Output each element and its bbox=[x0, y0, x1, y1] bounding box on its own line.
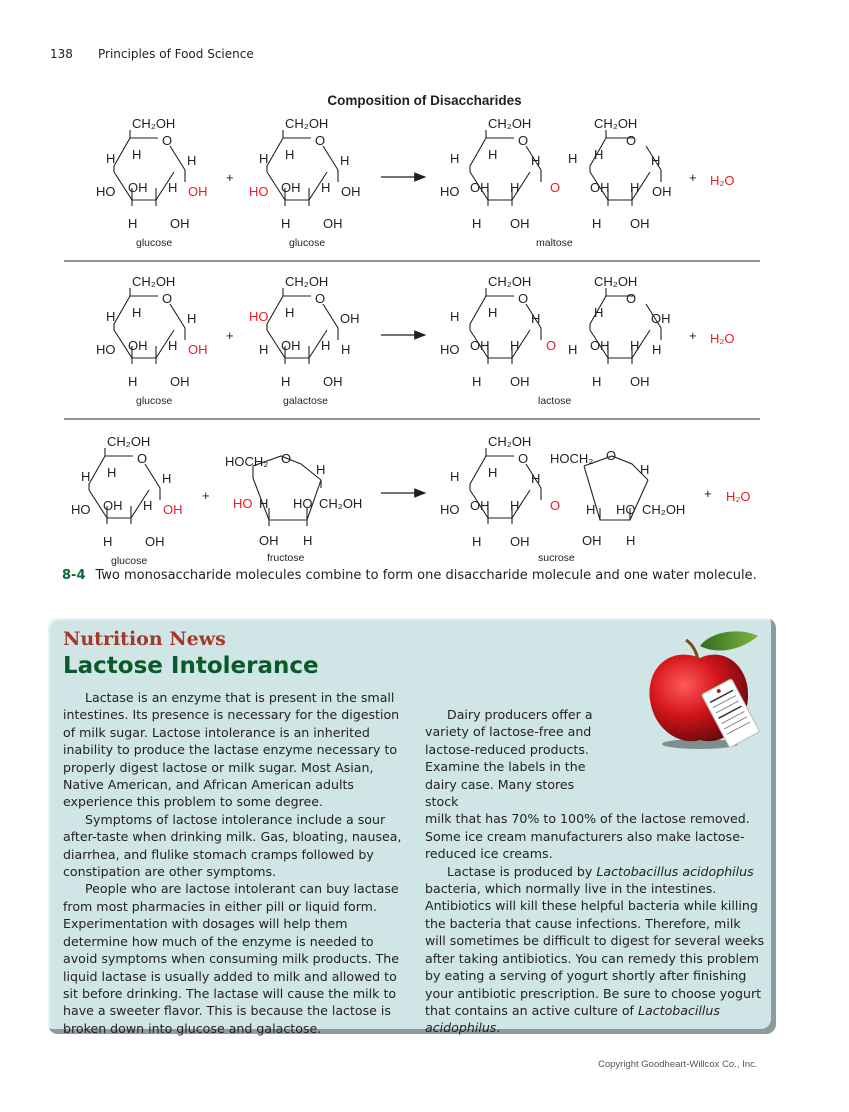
svg-text:O: O bbox=[315, 133, 326, 148]
svg-text:CH₂OH: CH₂OH bbox=[107, 434, 151, 449]
svg-text:H: H bbox=[132, 305, 142, 320]
svg-text:H: H bbox=[285, 305, 295, 320]
svg-text:O: O bbox=[518, 291, 529, 306]
svg-text:H: H bbox=[568, 151, 578, 166]
svg-text:H: H bbox=[187, 311, 197, 326]
svg-text:OH: OH bbox=[323, 374, 343, 389]
svg-text:+: + bbox=[689, 170, 697, 185]
svg-text:O: O bbox=[281, 451, 292, 466]
svg-text:HOCH₂: HOCH₂ bbox=[550, 451, 594, 466]
sidebar-column-1 bbox=[63, 689, 408, 1037]
caption-number: 8-4 bbox=[62, 568, 86, 583]
svg-text:glucose: glucose bbox=[136, 237, 173, 249]
svg-text:OH: OH bbox=[340, 311, 360, 326]
svg-text:O: O bbox=[162, 133, 173, 148]
svg-text:H: H bbox=[594, 305, 604, 320]
svg-text:HO: HO bbox=[249, 184, 269, 199]
svg-text:O: O bbox=[626, 133, 637, 148]
svg-text:CH₂OH: CH₂OH bbox=[132, 116, 176, 131]
svg-text:OH: OH bbox=[259, 533, 279, 548]
svg-text:OH: OH bbox=[170, 216, 190, 231]
svg-text:+: + bbox=[226, 328, 234, 343]
apple-with-tag-image bbox=[640, 628, 770, 753]
svg-text:HO: HO bbox=[233, 496, 253, 511]
svg-text:H: H bbox=[259, 342, 269, 357]
svg-text:H: H bbox=[106, 151, 116, 166]
svg-text:OH: OH bbox=[510, 374, 530, 389]
glucose-row2 bbox=[96, 274, 208, 407]
sucrose bbox=[440, 434, 685, 564]
copyright-footer: Copyright Goodheart-Willcox Co., Inc. bbox=[598, 1059, 758, 1070]
svg-text:H: H bbox=[143, 498, 153, 513]
svg-text:CH₂OH: CH₂OH bbox=[488, 434, 532, 449]
svg-text:O: O bbox=[518, 451, 529, 466]
svg-text:CH₂OH: CH₂OH bbox=[132, 274, 176, 289]
svg-text:H: H bbox=[132, 147, 142, 162]
svg-text:OH: OH bbox=[323, 216, 343, 231]
svg-text:H: H bbox=[472, 374, 482, 389]
page-number: 138 bbox=[50, 47, 73, 61]
svg-text:OH: OH bbox=[128, 338, 148, 353]
svg-text:H: H bbox=[531, 471, 541, 486]
svg-text:H: H bbox=[285, 147, 295, 162]
svg-text:H: H bbox=[488, 465, 498, 480]
caption-text: Two monosaccharide molecules combine to form one disaccharide molecule and one water molecule. bbox=[95, 568, 757, 583]
svg-text:H: H bbox=[128, 216, 138, 231]
svg-text:OH: OH bbox=[652, 184, 672, 199]
svg-text:CH₂OH: CH₂OH bbox=[285, 274, 329, 289]
svg-text:HO: HO bbox=[71, 502, 91, 517]
svg-text:H: H bbox=[592, 216, 602, 231]
svg-text:H: H bbox=[510, 338, 520, 353]
svg-text:+: + bbox=[704, 486, 712, 501]
svg-text:+: + bbox=[226, 170, 234, 185]
svg-text:+: + bbox=[689, 328, 697, 343]
svg-text:H: H bbox=[472, 534, 482, 549]
svg-text:H₂O: H₂O bbox=[710, 173, 735, 188]
paragraph: People who are lactose intolerant can buy lactase from most pharmacies in either pill or liquid form. Experimentation with dosages will help them determine how much of the enzyme is needed to avoid symptoms when consuming milk products. The liquid lactase is usually added to milk and allowed to sit before drinking. The lactase will cause the milk to have a sweeter flavor. This is because the lactose is broken down into glucose and galactose. bbox=[63, 881, 400, 1036]
svg-text:OH: OH bbox=[170, 374, 190, 389]
svg-text:OH: OH bbox=[128, 180, 148, 195]
svg-text:H: H bbox=[568, 342, 578, 357]
svg-text:H: H bbox=[488, 147, 498, 162]
svg-text:O: O bbox=[626, 291, 637, 306]
svg-text:H: H bbox=[316, 462, 326, 477]
paragraph: Lactase is produced by Lactobacillus acidophilus bacteria, which normally live in the intestines. Antibiotics will kill these helpful bacteria while killing the bacteria that cause infections. Therefore, milk will sometimes be difficult to digest for several weeks after taking antibiotics. You can remedy this problem by eating a serving of yogurt shortly after finishing your antibiotic prescription. Be sure to choose yogurt that contains an active culture of Lactobacillus acidophilus. bbox=[425, 863, 765, 1036]
svg-text:H: H bbox=[340, 153, 350, 168]
svg-text:H: H bbox=[531, 311, 541, 326]
svg-text:H: H bbox=[630, 180, 640, 195]
svg-text:HO: HO bbox=[293, 496, 313, 511]
svg-text:H: H bbox=[472, 216, 482, 231]
disaccharide-diagram bbox=[0, 110, 849, 570]
svg-text:H: H bbox=[626, 533, 636, 548]
svg-text:HOCH₂: HOCH₂ bbox=[225, 454, 269, 469]
svg-text:CH₂OH: CH₂OH bbox=[594, 274, 638, 289]
svg-text:H: H bbox=[321, 180, 331, 195]
svg-text:HO: HO bbox=[616, 502, 636, 517]
figure-title: Composition of Disaccharides bbox=[327, 93, 522, 108]
lactose bbox=[440, 274, 671, 407]
svg-text:OH: OH bbox=[651, 311, 671, 326]
svg-text:OH: OH bbox=[590, 180, 610, 195]
svg-text:OH: OH bbox=[188, 184, 208, 199]
svg-text:O: O bbox=[518, 133, 529, 148]
svg-text:OH: OH bbox=[281, 338, 301, 353]
svg-text:lactose: lactose bbox=[538, 395, 572, 407]
svg-text:OH: OH bbox=[470, 180, 490, 195]
svg-text:H: H bbox=[586, 502, 596, 517]
svg-text:OH: OH bbox=[163, 502, 183, 517]
svg-text:O: O bbox=[137, 451, 148, 466]
svg-text:O: O bbox=[315, 291, 326, 306]
svg-text:H₂O: H₂O bbox=[726, 489, 751, 504]
svg-text:O: O bbox=[606, 448, 617, 463]
svg-text:H: H bbox=[103, 534, 113, 549]
svg-text:glucose: glucose bbox=[111, 555, 148, 567]
svg-text:OH: OH bbox=[510, 216, 530, 231]
glucose-1-row1 bbox=[96, 116, 208, 249]
svg-text:OH: OH bbox=[145, 534, 165, 549]
sidebar-title: Lactose Intolerance bbox=[63, 653, 319, 679]
book-title: Principles of Food Science bbox=[98, 47, 254, 61]
svg-text:OH: OH bbox=[590, 338, 610, 353]
svg-text:H: H bbox=[128, 374, 138, 389]
paragraph: Symptoms of lactose intolerance include a sour after-taste when drinking milk. Gas, bloating, nausea, diarrhea, and flulike stomach cramps followed by constipation are other symptoms. bbox=[63, 811, 402, 880]
svg-text:HO: HO bbox=[96, 184, 116, 199]
svg-text:O: O bbox=[546, 338, 557, 353]
svg-text:OH: OH bbox=[470, 338, 490, 353]
svg-text:OH: OH bbox=[630, 374, 650, 389]
svg-text:H: H bbox=[281, 374, 291, 389]
svg-text:H: H bbox=[640, 462, 650, 477]
svg-text:sucrose: sucrose bbox=[538, 552, 575, 564]
paragraph: Lactase is an enzyme that is present in the small intestines. Its presence is necessary for the digestion of milk sugar. Lactose intolerance is an inherited inability to produce the lactase enzyme necessary to properly digest lactose or milk sugar. Most Asian, Native American, and African American adults experience this problem to some degree. bbox=[63, 690, 400, 810]
svg-text:glucose: glucose bbox=[136, 395, 173, 407]
svg-text:fructose: fructose bbox=[267, 552, 305, 564]
svg-text:CH₂OH: CH₂OH bbox=[594, 116, 638, 131]
svg-text:H: H bbox=[303, 533, 313, 548]
svg-text:H: H bbox=[630, 338, 640, 353]
svg-text:H: H bbox=[450, 469, 460, 484]
svg-text:galactose: galactose bbox=[283, 395, 328, 407]
svg-text:O: O bbox=[162, 291, 173, 306]
svg-text:H: H bbox=[187, 153, 197, 168]
glucose-2-row1 bbox=[249, 116, 361, 249]
svg-text:H: H bbox=[651, 153, 661, 168]
svg-text:H: H bbox=[594, 147, 604, 162]
svg-text:HO: HO bbox=[96, 342, 116, 357]
paragraph: Dairy producers offer a variety of lactose-free and lactose-reduced products. Examine the labels in the dairy case. Many stores stock bbox=[425, 707, 593, 810]
figure-caption bbox=[62, 568, 757, 583]
galactose bbox=[249, 274, 360, 407]
svg-text:HO: HO bbox=[249, 309, 269, 324]
svg-text:OH: OH bbox=[281, 180, 301, 195]
svg-text:CH₂OH: CH₂OH bbox=[488, 116, 532, 131]
svg-text:HO: HO bbox=[440, 342, 460, 357]
svg-text:H: H bbox=[510, 498, 520, 513]
svg-text:H: H bbox=[531, 153, 541, 168]
svg-text:H: H bbox=[259, 151, 269, 166]
svg-text:H: H bbox=[168, 338, 178, 353]
svg-text:H: H bbox=[81, 469, 91, 484]
svg-text:H: H bbox=[341, 342, 351, 357]
svg-text:HO: HO bbox=[440, 502, 460, 517]
svg-text:H: H bbox=[450, 309, 460, 324]
svg-text:O: O bbox=[550, 180, 561, 195]
svg-text:CH₂OH: CH₂OH bbox=[285, 116, 329, 131]
svg-text:H: H bbox=[652, 342, 662, 357]
running-head bbox=[50, 47, 254, 61]
svg-text:H₂O: H₂O bbox=[710, 331, 735, 346]
svg-text:HO: HO bbox=[440, 184, 460, 199]
svg-text:OH: OH bbox=[510, 534, 530, 549]
svg-text:OH: OH bbox=[103, 498, 123, 513]
svg-text:glucose: glucose bbox=[289, 237, 326, 249]
svg-text:H: H bbox=[450, 151, 460, 166]
glucose-row3 bbox=[71, 434, 183, 567]
svg-text:CH₂OH: CH₂OH bbox=[488, 274, 532, 289]
svg-text:+: + bbox=[202, 488, 210, 503]
svg-text:CH₂OH: CH₂OH bbox=[319, 496, 363, 511]
svg-text:OH: OH bbox=[341, 184, 361, 199]
sidebar-kicker: Nutrition News bbox=[63, 628, 226, 650]
svg-text:H: H bbox=[168, 180, 178, 195]
svg-text:H: H bbox=[281, 216, 291, 231]
svg-text:OH: OH bbox=[470, 498, 490, 513]
fructose bbox=[225, 451, 362, 564]
svg-text:H: H bbox=[259, 496, 269, 511]
svg-text:CH₂OH: CH₂OH bbox=[642, 502, 686, 517]
svg-text:OH: OH bbox=[188, 342, 208, 357]
svg-text:OH: OH bbox=[630, 216, 650, 231]
svg-text:OH: OH bbox=[582, 533, 602, 548]
svg-text:H: H bbox=[162, 471, 172, 486]
svg-text:O: O bbox=[550, 498, 561, 513]
maltose bbox=[440, 116, 672, 249]
paragraph: milk that has 70% to 100% of the lactose removed. Some ice cream manufacturers also make lactose-reduced ice creams. bbox=[425, 811, 750, 862]
svg-text:H: H bbox=[592, 374, 602, 389]
svg-text:H: H bbox=[488, 305, 498, 320]
svg-text:maltose: maltose bbox=[536, 237, 573, 249]
svg-text:H: H bbox=[106, 309, 116, 324]
svg-text:H: H bbox=[510, 180, 520, 195]
svg-text:H: H bbox=[321, 338, 331, 353]
svg-text:H: H bbox=[107, 465, 117, 480]
